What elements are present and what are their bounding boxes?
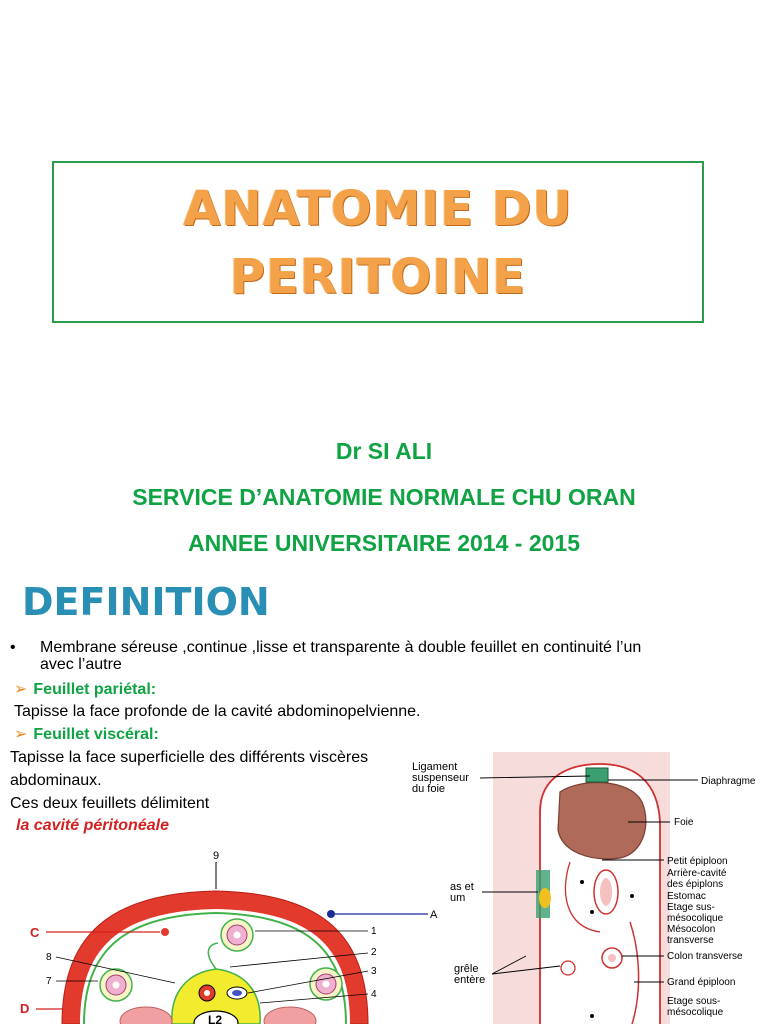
label-etage-sus-1: Etage sus- bbox=[667, 902, 715, 913]
parietal-label: Feuillet pariétal: bbox=[33, 681, 157, 698]
label-4: 4 bbox=[371, 989, 377, 1000]
visceral-label: Feuillet viscéral: bbox=[33, 726, 159, 743]
label-1: 1 bbox=[371, 926, 377, 937]
label-arriere-cavite-1: Arrière-cavité bbox=[667, 868, 727, 879]
parietal-row bbox=[14, 679, 156, 699]
service-name: SERVICE D’ANATOMIE NORMALE CHU ORAN bbox=[132, 484, 636, 510]
label-ligament-1: Ligament bbox=[412, 761, 458, 773]
parietal-text: Tapisse la face profonde de la cavité abdominopelvienne. bbox=[14, 703, 421, 720]
label-d: D bbox=[20, 1001, 30, 1016]
label-c: C bbox=[30, 925, 40, 940]
label-arriere-cavite-2: des épiplons bbox=[667, 879, 724, 890]
label-etage-sous-1: Etage sous- bbox=[667, 996, 721, 1007]
label-etage-sous-2: mésocolique bbox=[667, 1007, 724, 1018]
title-box bbox=[52, 161, 704, 323]
label-cut-2b: entère bbox=[454, 974, 486, 986]
cross-section-diagram bbox=[0, 845, 450, 1024]
label-estomac: Estomac bbox=[667, 891, 706, 902]
visceral-row bbox=[14, 724, 159, 744]
bullet-text-line-1: Membrane séreuse ,continue ,lisse et transparente à double feuillet en continuité l’un bbox=[40, 639, 642, 656]
label-cut-1b: um bbox=[450, 892, 466, 904]
author-name: Dr SI ALI bbox=[335, 438, 433, 464]
delimit-text: Ces deux feuillets délimitent bbox=[10, 795, 210, 812]
visceral-text-line-2: abdominaux. bbox=[10, 772, 102, 789]
cavity-text: la cavité péritonéale bbox=[16, 817, 169, 834]
label-ligament-3: du foie bbox=[412, 783, 446, 795]
label-mesocolon-2: transverse bbox=[667, 935, 714, 946]
label-etage-sus-2: mésocolique bbox=[667, 913, 724, 924]
label-9: 9 bbox=[213, 850, 220, 862]
vertebra-label: L2 bbox=[208, 1013, 223, 1024]
bullet-text-line-2: avec l’autre bbox=[40, 656, 122, 673]
label-diaphragme: Diaphragme bbox=[701, 776, 756, 787]
label-mesocolon-1: Mésocolon bbox=[667, 924, 716, 935]
label-7: 7 bbox=[46, 976, 52, 987]
label-ligament-2: suspenseur bbox=[412, 772, 469, 784]
definition-heading: DEFINITION bbox=[22, 580, 270, 624]
title-line-2: PERITOINE bbox=[229, 249, 527, 305]
label-grand-epiploon: Grand épiploon bbox=[667, 977, 736, 988]
label-3: 3 bbox=[371, 966, 377, 977]
arrow-icon: ➢ bbox=[14, 726, 28, 743]
label-a: A bbox=[430, 909, 438, 921]
label-2: 2 bbox=[371, 947, 377, 958]
visceral-text-line-1: Tapisse la face superficielle des différents viscères bbox=[10, 749, 369, 766]
label-cut-1a: as et bbox=[450, 881, 474, 893]
bullet-symbol: • bbox=[10, 639, 16, 656]
label-petit-epiploon: Petit épiploon bbox=[667, 856, 728, 867]
label-8: 8 bbox=[46, 952, 52, 963]
label-cut-2a: grêle bbox=[454, 963, 479, 975]
sagittal-diagram bbox=[410, 752, 768, 1024]
label-foie: Foie bbox=[674, 817, 694, 828]
label-colon: Colon transverse bbox=[667, 951, 743, 962]
academic-year: ANNEE UNIVERSITAIRE 2014 - 2015 bbox=[188, 530, 580, 556]
arrow-icon: ➢ bbox=[14, 681, 28, 698]
title-line-1: ANATOMIE DU bbox=[183, 181, 573, 237]
